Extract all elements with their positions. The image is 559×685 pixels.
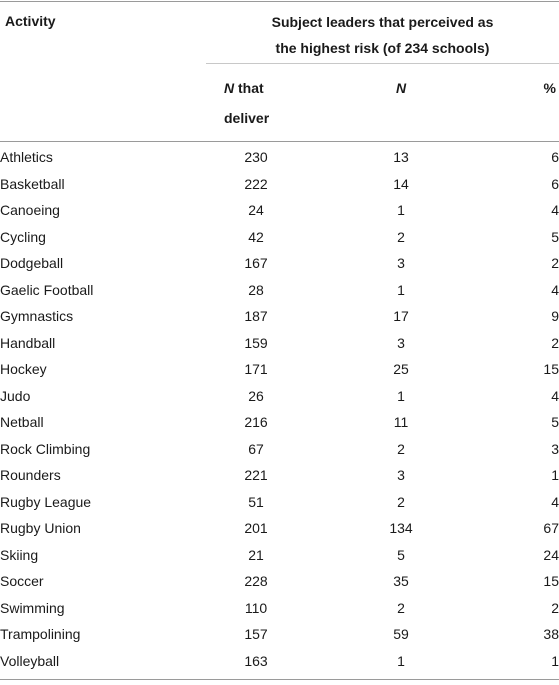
table-row bbox=[0, 409, 559, 436]
header-group-rule bbox=[206, 63, 559, 64]
cell-n: 59 bbox=[393, 626, 409, 642]
cell-pct: 6 bbox=[551, 175, 559, 192]
cell-activity: Rock Climbing bbox=[0, 440, 91, 457]
cell-activity: Gaelic Football bbox=[0, 281, 94, 298]
header-group-line2: the highest risk (of 234 schools) bbox=[275, 40, 490, 56]
cell-activity: Netball bbox=[0, 414, 44, 430]
cell-pct: 4 bbox=[551, 493, 559, 510]
header-activity: Activity bbox=[5, 13, 56, 29]
cell-n: 13 bbox=[393, 149, 409, 165]
cell-pct: 4 bbox=[551, 281, 559, 298]
header-group-line1: Subject leaders that perceived as bbox=[271, 14, 494, 30]
cell-activity: Volleyball bbox=[0, 652, 60, 669]
header-pct: % bbox=[543, 80, 556, 96]
cell-n-deliver: 167 bbox=[244, 255, 268, 271]
table-row bbox=[0, 621, 559, 648]
table-row bbox=[0, 436, 559, 463]
table-row bbox=[0, 330, 559, 357]
table-row bbox=[0, 489, 559, 516]
cell-n-deliver: 171 bbox=[244, 361, 268, 377]
table-bottom-rule bbox=[0, 679, 559, 680]
table-row bbox=[0, 144, 559, 171]
cell-pct: 1 bbox=[551, 467, 559, 483]
header-deliver-line2: deliver bbox=[224, 110, 270, 126]
table-row bbox=[0, 250, 559, 277]
cell-pct: 6 bbox=[551, 149, 559, 165]
cell-n-deliver: 26 bbox=[248, 387, 264, 404]
table-row bbox=[0, 171, 559, 198]
cell-activity: Skiing bbox=[0, 546, 39, 563]
cell-n: 2 bbox=[397, 493, 405, 510]
table-row bbox=[0, 648, 559, 675]
table-row bbox=[0, 197, 559, 224]
cell-pct: 15 bbox=[543, 573, 559, 589]
header-deliver-rest: that bbox=[234, 80, 264, 96]
cell-activity: Cycling bbox=[0, 228, 46, 245]
cell-n: 134 bbox=[389, 520, 413, 536]
cell-n-deliver: 201 bbox=[244, 520, 268, 536]
table-row bbox=[0, 356, 559, 383]
cell-pct: 4 bbox=[551, 387, 559, 404]
cell-pct: 9 bbox=[551, 308, 559, 324]
cell-pct: 5 bbox=[551, 414, 559, 430]
table-row bbox=[0, 383, 559, 410]
cell-pct: 24 bbox=[543, 546, 559, 563]
cell-n: 3 bbox=[397, 467, 405, 483]
cell-pct: 2 bbox=[551, 255, 559, 271]
cell-n-deliver: 221 bbox=[244, 467, 268, 483]
cell-n: 1 bbox=[397, 652, 405, 669]
table-row bbox=[0, 277, 559, 304]
cell-n-deliver: 24 bbox=[248, 202, 264, 218]
cell-activity: Soccer bbox=[0, 573, 44, 589]
cell-activity: Rugby League bbox=[0, 493, 92, 510]
cell-n-deliver: 159 bbox=[244, 334, 268, 351]
cell-activity: Rounders bbox=[0, 467, 61, 483]
cell-n: 3 bbox=[397, 255, 405, 271]
table-body bbox=[0, 144, 559, 674]
header-n: N bbox=[395, 80, 407, 96]
cell-activity: Basketball bbox=[0, 175, 65, 192]
cell-n-deliver: 163 bbox=[244, 652, 268, 669]
table-row bbox=[0, 515, 559, 542]
table-row bbox=[0, 224, 559, 251]
table-row bbox=[0, 462, 559, 489]
cell-activity: Athletics bbox=[0, 149, 53, 165]
cell-pct: 38 bbox=[543, 626, 559, 642]
cell-activity: Handball bbox=[0, 334, 56, 351]
cell-activity: Judo bbox=[0, 387, 31, 404]
table-row bbox=[0, 595, 559, 622]
cell-n: 1 bbox=[397, 202, 405, 218]
cell-activity: Rugby Union bbox=[0, 520, 81, 536]
cell-pct: 15 bbox=[543, 361, 559, 377]
cell-n: 5 bbox=[397, 546, 405, 563]
cell-pct: 4 bbox=[551, 202, 559, 218]
cell-n: 14 bbox=[393, 175, 409, 192]
cell-n: 2 bbox=[397, 440, 405, 457]
header-group bbox=[206, 9, 559, 61]
cell-n-deliver: 42 bbox=[248, 228, 264, 245]
table-row bbox=[0, 303, 559, 330]
cell-pct: 2 bbox=[551, 599, 559, 616]
cell-n-deliver: 230 bbox=[244, 149, 268, 165]
cell-n-deliver: 21 bbox=[248, 546, 264, 563]
cell-n: 25 bbox=[393, 361, 409, 377]
table-row bbox=[0, 568, 559, 595]
cell-n: 35 bbox=[393, 573, 409, 589]
cell-n-deliver: 51 bbox=[248, 493, 264, 510]
cell-activity: Gymnastics bbox=[0, 308, 74, 324]
table-row bbox=[0, 542, 559, 569]
cell-n-deliver: 110 bbox=[244, 599, 268, 616]
cell-n: 3 bbox=[397, 334, 405, 351]
cell-n: 17 bbox=[393, 308, 409, 324]
table-top-rule bbox=[0, 1, 559, 2]
cell-n: 2 bbox=[397, 599, 405, 616]
cell-pct: 3 bbox=[551, 440, 559, 457]
cell-activity: Swimming bbox=[0, 599, 65, 616]
header-deliver-n: N bbox=[224, 80, 235, 96]
cell-activity: Dodgeball bbox=[0, 255, 64, 271]
cell-n-deliver: 187 bbox=[244, 308, 268, 324]
cell-n-deliver: 228 bbox=[244, 573, 268, 589]
cell-n: 11 bbox=[393, 414, 409, 430]
header-bottom-rule bbox=[0, 141, 559, 142]
cell-pct: 1 bbox=[551, 652, 559, 669]
cell-n-deliver: 216 bbox=[244, 414, 268, 430]
cell-n-deliver: 28 bbox=[248, 281, 264, 298]
cell-activity: Canoeing bbox=[0, 202, 60, 218]
cell-n-deliver: 67 bbox=[248, 440, 264, 457]
cell-pct: 2 bbox=[551, 334, 559, 351]
cell-activity: Hockey bbox=[0, 361, 47, 377]
cell-n-deliver: 222 bbox=[244, 175, 268, 192]
cell-n-deliver: 157 bbox=[244, 626, 268, 642]
cell-activity: Trampolining bbox=[0, 626, 81, 642]
cell-pct: 67 bbox=[543, 520, 559, 536]
cell-n: 2 bbox=[397, 228, 405, 245]
cell-n: 1 bbox=[397, 281, 405, 298]
cell-pct: 5 bbox=[551, 228, 559, 245]
cell-n: 1 bbox=[397, 387, 405, 404]
